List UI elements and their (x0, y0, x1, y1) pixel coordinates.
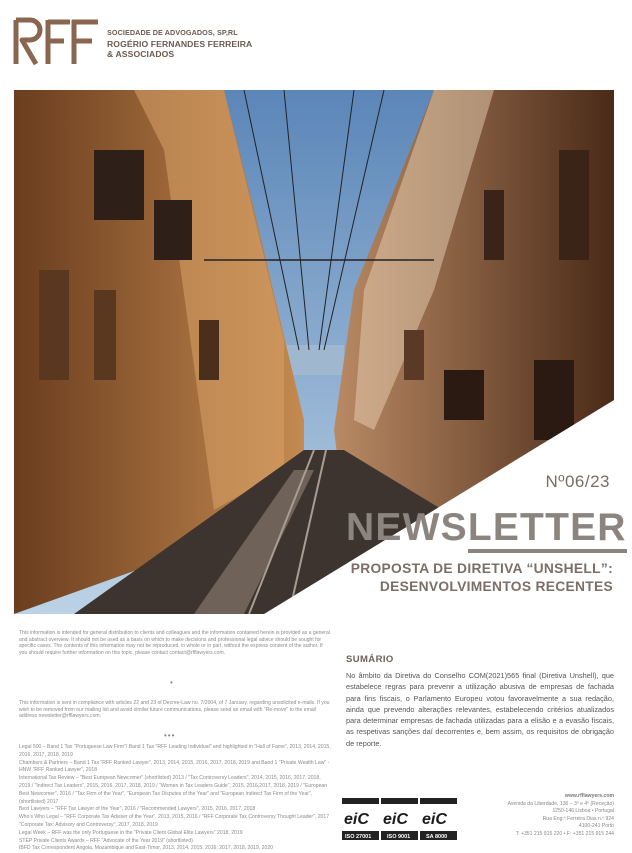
award-item: Legal 500 – Band 1 Tax "Portuguese Law Firm"/ Band 1 Tax "RFF Leading Individual" and highlighted in "Hall of Fame", 2013, 2014, 2015, 2016, 2017, 2018, 2019 (19, 744, 331, 758)
contact-block (508, 793, 614, 839)
award-item: Legal Week – RFF was the only Portuguese in the "Private Client Global Elite Lawyers" 2018, 2019 (19, 829, 243, 836)
svg-text:eiC: eiC (344, 811, 369, 828)
firm-founder: ROGÉRIO FERNANDES FERREIRA (107, 38, 253, 49)
address-line: 1250-146 Lisboa • Portugal (552, 808, 614, 815)
address-line: Rua Eng.º Ferreira Dias n.º 924 (542, 815, 614, 822)
title-part1: NEWS (346, 506, 468, 549)
svg-text:eiC: eiC (383, 811, 408, 828)
newsletter-title (346, 506, 627, 550)
headline-line2: DESENVOLVIMENTOS RECENTES (379, 579, 613, 594)
summary-body: No âmbito da Diretiva do Conselho COM(2021)565 final (Diretiva Unshell), que estabelece regras para prevenir a utilização abusiva de empresas de fachada para fins fiscais, o Parlamento Europeu votou favoravelmente a sua redação, ainda que prevendo alterações relevantes, estabelecendo critérios atualizados para determinar empresas de fachada utilizadas para a elisão e a evasão fiscais, as respetivas sanções daí decorrentes e, bem assim, os requisitos de obrigação de reporte. (346, 671, 614, 748)
summary-title: SUMÁRIO (346, 654, 394, 665)
award-item: Who's Who Legal – "RFF Corporate Tax Adviser of the Year", 2013, 2015, 2016 / "RFF Corporate Tax Controversy Thought Leader", 2017 "Corporate Tax: Advisory and Controversy", 2017, 2018, 2019 (19, 814, 330, 828)
headline (351, 560, 613, 596)
separator-dots: ••• (164, 731, 176, 740)
svg-text:ISO 9001: ISO 9001 (387, 834, 411, 840)
firm-type: SOCIEDADE DE ADVOGADOS, SP,RL (107, 28, 238, 37)
address-line: Avenida da Liberdade, 136 – 3º e 4º (Receção) (507, 800, 614, 807)
issue-number: Nº06/23 (545, 472, 610, 491)
award-item: Best Lawyers – "RFF Tax Lawyer of the Year", 2016 / "Recommended Lawyers", 2015, 2016, 2017, 2018 (19, 806, 256, 813)
svg-text:eiC: eiC (422, 811, 447, 828)
address-line: 4100-241 Porto (578, 823, 614, 830)
awards-list (19, 744, 331, 853)
award-item: International Tax Review – "Best European Newcomer" (shortlisted) 2013 / "Tax Controversy Leaders", 2014, 2015, 2016, 2017, 2018, 2019 / "Indirect Tax Leaders", 2015, 2016, 2017, 2018, 2019 / "Women in Tax Leaders Guide", 2015, 2016,2017, 2018, 2019 / "European Best Newcomer", 2016 / "Tax Firm of the Year", "European Tax Disputes of the Year" and "European Indirect Tax Firm of the Year", (shortlisted) 2017 (19, 775, 328, 805)
headline-line1: PROPOSTA DE DIRETIVA “UNSHELL”: (350, 561, 613, 576)
title-part2: LETTER (468, 506, 627, 553)
firm-name (107, 28, 252, 60)
phone-fax: T: +351 215 915 220 • F: +351 215 915 244 (515, 830, 614, 837)
svg-text:ISO 27001: ISO 27001 (345, 834, 372, 840)
award-item: IBFD Tax Correspondent Angola, Mozambique and East-Timor, 2013, 2014, 2015, 2016, 2017, 2018, 2019, 2020 (19, 845, 274, 852)
svg-text:SA 8000: SA 8000 (426, 834, 448, 840)
firm-associates: & ASSOCIADOS (107, 49, 175, 59)
website-link[interactable]: www.rfflawyers.com (564, 793, 614, 799)
award-item: STEP Private Clients Awards – RFF "Advocate of the Year 2019" (shortlisted) (19, 837, 193, 844)
certification-badges (342, 798, 458, 842)
rff-logo (12, 14, 100, 68)
separator-dot: • (170, 678, 173, 687)
mailing-notice: This information is sent in compliance with articles 22 and 23 of Decree-Law no. 7/2004, of 7 January, regarding unsolicited e-mails. If you wish to be removed from our mailing list and avoid similar future communications, please send an email with "Re-move" to the email address newsletter@rfflawyers.com. (19, 700, 330, 720)
award-item: Chambers & Partners – Band 1 Tax "RFF Ranked Lawyer", 2013, 2014, 2015, 2016, 2017, 2018, 2019 and Band 1 "Private Wealth Law" - HNW "RFF Ranked Lawyer", 2018 (19, 759, 330, 774)
disclaimer: This information is intended for general distribution to clients and colleagues and the information contained herein is provided as a general and abstract overview. It should not be used as a basis on which to make decisions and professional legal advice should be sought for specific cases. The contents of this information may not be reproduced, in whole or in part, without the express consent of the author. If you should require further information on this topic, please contact contact@rfflawyers.com. (19, 630, 330, 657)
